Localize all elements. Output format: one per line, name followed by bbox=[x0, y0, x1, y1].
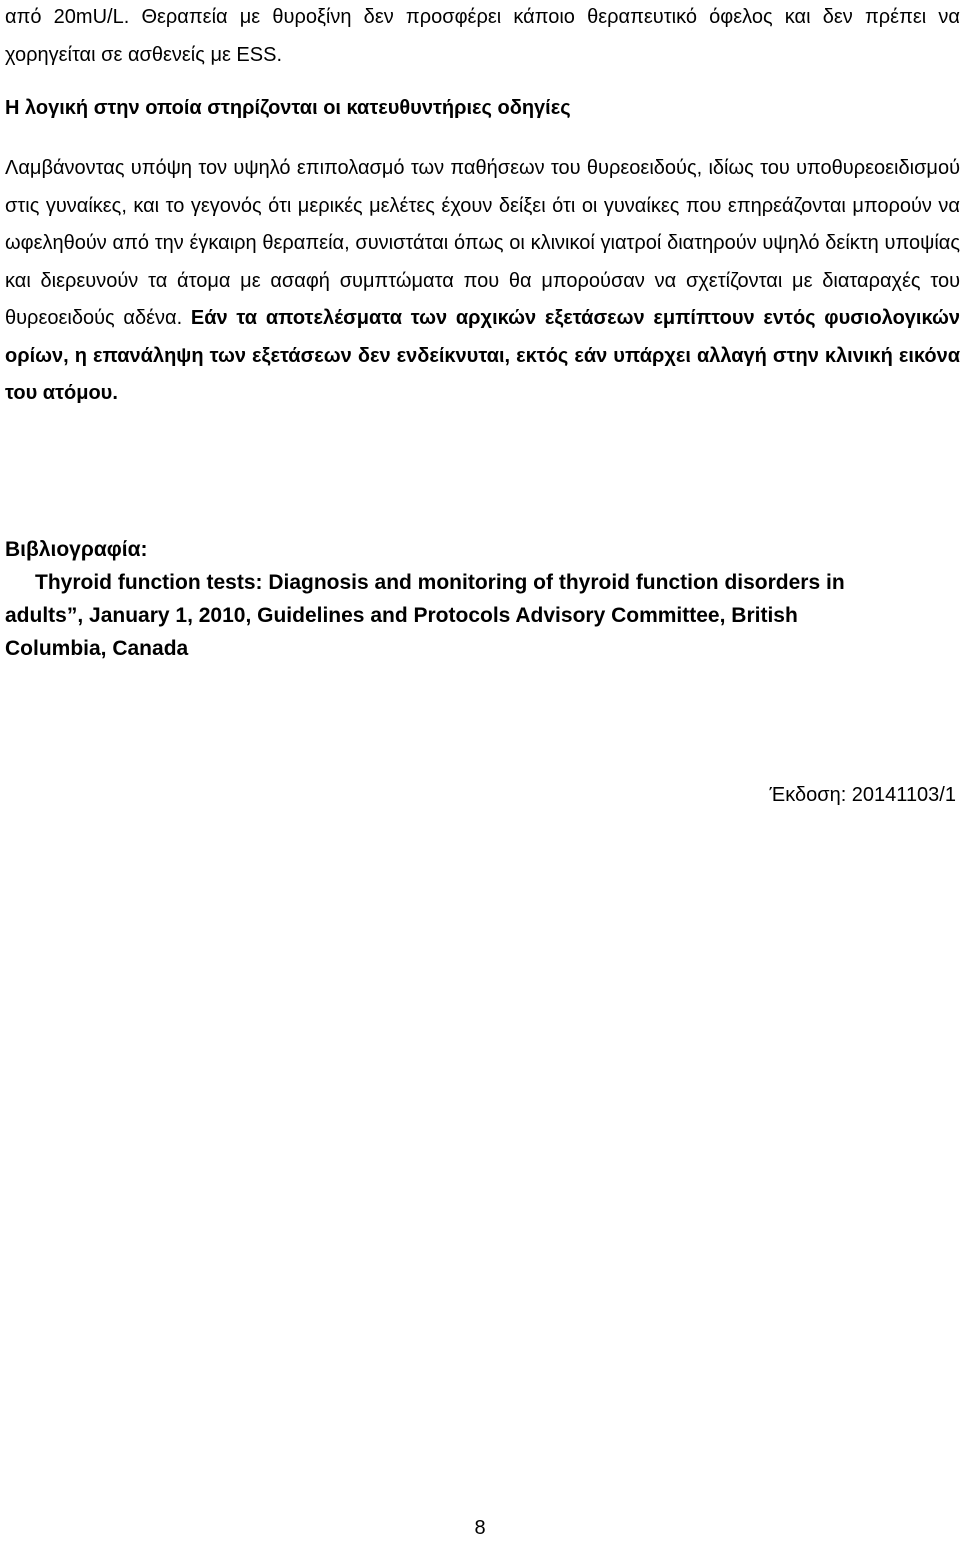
bibliography-title: Βιβλιογραφία: bbox=[5, 538, 148, 561]
section-heading: Η λογική στην οποία στηρίζονται οι κατευθυντήριες οδηγίες bbox=[5, 97, 571, 119]
intro-paragraph: από 20mU/L. Θεραπεία με θυροξίνη δεν προσφέρει κάποιο θεραπευτικό όφελος και δεν πρέπει να χορηγείται σε ασθενείς με ESS. bbox=[5, 6, 960, 66]
body-paragraph-regular: Λαμβάνοντας υπόψη τον υψηλό επιπολασμό των παθήσεων του θυρεοειδούς, ιδίως του υποθυρεοειδισμού στις γυναίκες, και το γεγονός ότι μερικές μελέτες έχουν δείξει ότι οι γυναίκες που επηρεάζονται μπορούν να ωφεληθούν από την έγκαιρη θεραπεία, συνιστάται όπως οι κλινικοί γιατροί διατηρούν υψηλό δείκτη υποψίας και διερευνούν τα άτομα με ασαφή συμπτώματα που θα μπορούσαν να σχετίζονται με διαταραχές του θυρεοειδούς αδένα. bbox=[5, 157, 960, 329]
body-paragraph-bold: Εάν τα αποτελέσματα των αρχικών εξετάσεων εμπίπτουν εντός φυσιολογικών ορίων, η επανάληψη των εξετάσεων δεν ενδείκνυται, εκτός εάν υπάρχει αλλαγή στην κλινική εικόνα του ατόμου. bbox=[5, 307, 960, 404]
edition-label: Έκδοση: 20141103/1 bbox=[769, 784, 956, 806]
page-number: 8 bbox=[474, 1517, 486, 1539]
bibliography-entry-text: Thyroid function tests: Diagnosis and monitoring of thyroid function disorders in adults”, January 1, 2010, Guidelines and Protocols Advisory Committee, British Columbia, Canada bbox=[5, 571, 845, 660]
bibliography-entry bbox=[5, 566, 905, 665]
body-paragraph bbox=[5, 150, 960, 413]
